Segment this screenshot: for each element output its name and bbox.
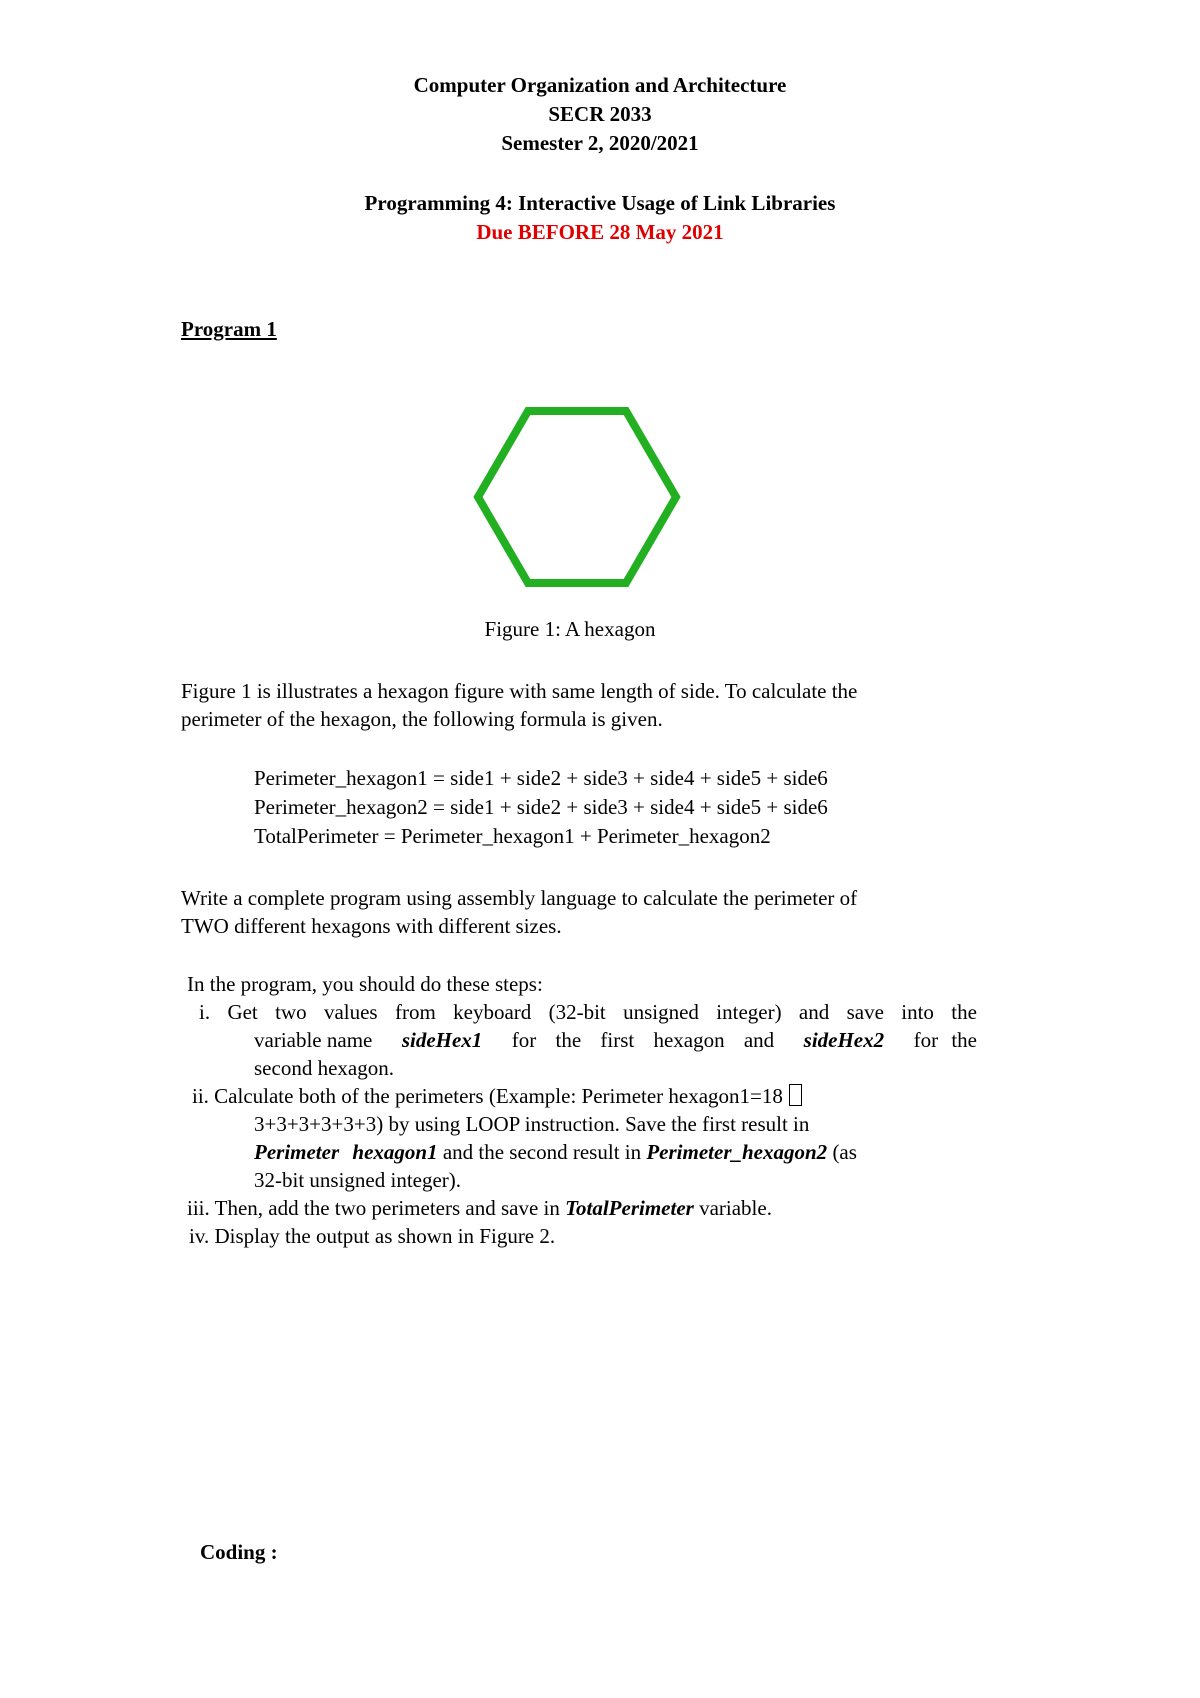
formula-hexagon2: Perimeter_hexagon2 = side1 + side2 + side3 + side4 + side5 + side6 [254, 795, 828, 819]
assignment-title: Programming 4: Interactive Usage of Link Libraries [364, 191, 836, 215]
step-1-number: i. [199, 1000, 211, 1024]
hexagon-figure [466, 376, 688, 596]
step-2-line-2: 3+3+3+3+3+3) by using LOOP instruction. Save the first result in [254, 1112, 810, 1136]
step-1-line-2 [199, 1026, 977, 1054]
figure-caption: Figure 1: A hexagon [484, 617, 656, 641]
step-2-line-4: 32-bit unsigned integer). [254, 1168, 462, 1192]
step-2-line-3 [192, 1138, 977, 1166]
step-1 [199, 998, 977, 1082]
step-2-line-1 [192, 1082, 977, 1110]
variable-perimeter-hexagon1: Perimeter hexagon1 [254, 1140, 438, 1164]
steps-intro: In the program, you should do these steps: [187, 972, 543, 996]
due-date: Due BEFORE 28 May 2021 [476, 220, 724, 244]
step-2-text: Calculate both of the perimeters (Example: Perimeter hexagon1=18 [214, 1084, 783, 1108]
task-paragraph [181, 884, 971, 940]
variable-totalperimeter: TotalPerimeter [565, 1196, 694, 1220]
hexagon-icon [466, 376, 688, 596]
formula-hexagon1: Perimeter_hexagon1 = side1 + side2 + side3 + side4 + side5 + side6 [254, 766, 828, 790]
course-code: SECR 2033 [548, 102, 652, 126]
task-line-1: Write a complete program using assembly language to calculate the perimeter of [181, 886, 858, 910]
formula-block [254, 764, 828, 851]
step-1-word: (32-bit [548, 1000, 606, 1024]
step-1-word: two [275, 1000, 307, 1024]
step-2-text: and the second result in [442, 1140, 642, 1164]
step-3 [187, 1194, 977, 1222]
step-1-word: from [394, 1000, 436, 1024]
step-1-word: keyboard [453, 1000, 532, 1024]
step-3-text: variable. [699, 1196, 772, 1220]
step-1-line-3: second hexagon. [254, 1056, 394, 1080]
formula-total: TotalPerimeter = Perimeter_hexagon1 + Perimeter_hexagon2 [254, 824, 771, 848]
step-1-word: unsigned [623, 1000, 699, 1024]
step-1-word: and [798, 1000, 830, 1024]
assignment-header [0, 189, 1200, 247]
step-4 [189, 1222, 977, 1250]
coding-label: Coding : [200, 1540, 278, 1564]
step-2-number: ii. [192, 1084, 209, 1108]
step-3-text: Then, add the two perimeters and save in [214, 1196, 560, 1220]
step-4-number: iv. [189, 1224, 210, 1248]
step-1-text: for the first hexagon and [511, 1028, 775, 1052]
step-1-word: Get [227, 1000, 258, 1024]
step-1-text: for the [913, 1028, 977, 1052]
step-1-line-1 [199, 998, 977, 1026]
task-line-2: TWO different hexagons with different sizes. [181, 914, 562, 938]
step-3-number: iii. [187, 1196, 210, 1220]
intro-paragraph [181, 677, 971, 733]
document-header [0, 71, 1200, 158]
step-1-word: into [901, 1000, 934, 1024]
intro-line-1: Figure 1 is illustrates a hexagon figure with same length of side. To calculate the [181, 679, 858, 703]
step-1-word: save [846, 1000, 884, 1024]
hexagon-shape [478, 411, 676, 583]
step-1-word: integer) [716, 1000, 782, 1024]
step-1-word: values [323, 1000, 378, 1024]
section-title: Program 1 [181, 317, 277, 341]
missing-glyph-icon [789, 1084, 802, 1106]
variable-perimeter-hexagon2: Perimeter_hexagon2 [646, 1140, 828, 1164]
course-title: Computer Organization and Architecture [413, 73, 787, 97]
variable-sidehex1: sideHex1 [401, 1028, 483, 1052]
step-1-word: the [951, 1000, 977, 1024]
semester: Semester 2, 2020/2021 [501, 131, 699, 155]
intro-line-2: perimeter of the hexagon, the following formula is given. [181, 707, 663, 731]
step-4-text: Display the output as shown in Figure 2. [214, 1224, 556, 1248]
step-1-text: variable name [254, 1028, 373, 1052]
steps-list [187, 970, 977, 1250]
step-2 [192, 1082, 977, 1194]
variable-sidehex2: sideHex2 [803, 1028, 885, 1052]
step-2-text: (as [832, 1140, 857, 1164]
